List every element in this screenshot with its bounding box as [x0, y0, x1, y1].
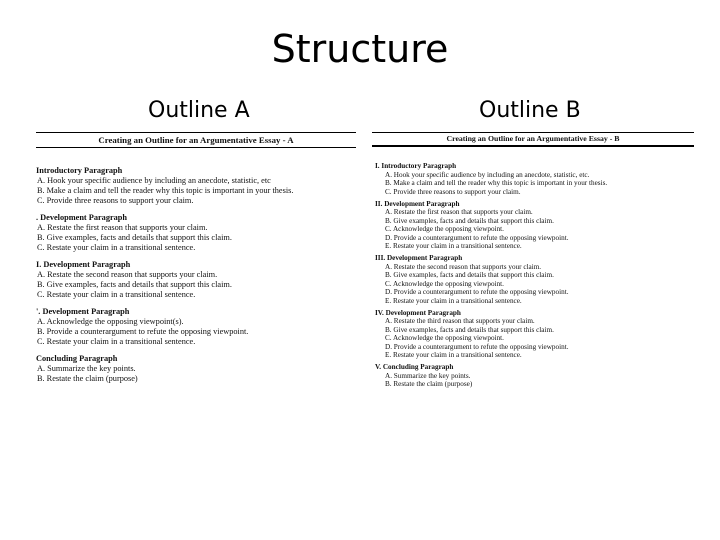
- section-title: '. Development Paragraph: [36, 307, 130, 316]
- outline-a-header: Creating an Outline for an Argumentative Essay - A: [36, 132, 356, 148]
- outline-item: B. Restate the claim (purpose): [385, 380, 473, 389]
- outline-item: A. Acknowledge the opposing viewpoint(s).: [37, 317, 184, 326]
- outline-item: A. Restate the first reason that supports your claim.: [37, 223, 208, 232]
- section-title: I. Introductory Paragraph: [375, 162, 457, 171]
- section-title: II. Development Paragraph: [375, 200, 460, 209]
- outline-item: A. Hook your specific audience by including an anecdote, statistic, etc: [37, 176, 271, 185]
- outline-b-heading: Outline B: [479, 98, 581, 123]
- outline-section: [36, 166, 356, 206]
- outline-item: C. Provide three reasons to support your claim.: [385, 187, 521, 196]
- outline-item: A. Restate the third reason that supports your claim.: [385, 317, 535, 326]
- outline-section: [372, 200, 694, 250]
- outline-item: E. Restate your claim in a transitional sentence.: [385, 296, 522, 305]
- outline-item: C. Provide three reasons to support your claim.: [37, 196, 194, 205]
- outline-item: C. Acknowledge the opposing viewpoint.: [385, 334, 504, 343]
- outline-item: B. Make a claim and tell the reader why this topic is important in your thesis.: [37, 186, 294, 195]
- outline-item: B. Give examples, facts and details that support this claim.: [385, 216, 554, 225]
- outline-item: A. Summarize the key points.: [37, 364, 136, 373]
- outline-item: C. Restate your claim in a transitional sentence.: [37, 337, 196, 346]
- outline-section: [36, 307, 356, 347]
- outline-item: A. Summarize the key points.: [385, 371, 471, 380]
- outline-item: C. Acknowledge the opposing viewpoint.: [385, 225, 504, 234]
- outline-section: [372, 162, 694, 196]
- outline-item: D. Provide a counterargument to refute the opposing viewpoint.: [385, 342, 569, 351]
- outline-item: A. Restate the first reason that supports your claim.: [385, 208, 533, 217]
- outline-section: [372, 254, 694, 304]
- slide-title: Structure: [271, 27, 449, 71]
- outline-b-sections: [372, 162, 694, 388]
- outline-item: B. Give examples, facts and details that support this claim.: [385, 325, 554, 334]
- section-title: Concluding Paragraph: [36, 354, 118, 363]
- outline-section: [372, 363, 694, 388]
- outline-item: A. Restate the second reason that supports your claim.: [385, 262, 542, 271]
- outline-section: [36, 354, 356, 384]
- outline-item: A. Restate the second reason that supports your claim.: [37, 270, 218, 279]
- section-title: . Development Paragraph: [36, 213, 128, 222]
- outline-b-document: [372, 132, 694, 393]
- outline-item: B. Provide a counterargument to refute the opposing viewpoint.: [37, 327, 249, 336]
- outline-item: E. Restate your claim in a transitional sentence.: [385, 350, 522, 359]
- outline-item: D. Provide a counterargument to refute the opposing viewpoint.: [385, 233, 569, 242]
- outline-item: B. Give examples, facts and details that support this claim.: [37, 280, 232, 289]
- outline-item: B. Give examples, facts and details that support this claim.: [385, 271, 554, 280]
- section-title: IV. Development Paragraph: [375, 308, 461, 317]
- outline-item: C. Restate your claim in a transitional sentence.: [37, 290, 196, 299]
- outline-section: [372, 309, 694, 359]
- outline-item: A. Hook your specific audience by including an anecdote, statistic, etc.: [385, 170, 590, 179]
- outline-a-sections: [36, 166, 356, 384]
- section-title: V. Concluding Paragraph: [375, 363, 454, 372]
- outline-section: [36, 260, 356, 300]
- outline-item: B. Make a claim and tell the reader why this topic is important in your thesis.: [385, 179, 608, 188]
- section-title: Introductory Paragraph: [36, 166, 123, 175]
- outline-item: D. Provide a counterargument to refute the opposing viewpoint.: [385, 288, 569, 297]
- outline-item: B. Restate the claim (purpose): [37, 374, 138, 383]
- outline-item: C. Acknowledge the opposing viewpoint.: [385, 279, 504, 288]
- section-title: III. Development Paragraph: [375, 254, 463, 263]
- outline-a-heading: Outline A: [148, 98, 250, 123]
- outline-b-header: Creating an Outline for an Argumentative Essay - B: [372, 132, 694, 147]
- section-title: I. Development Paragraph: [36, 260, 131, 269]
- outline-a-document: [36, 132, 356, 391]
- outline-item: E. Restate your claim in a transitional sentence.: [385, 242, 522, 251]
- outline-section: [36, 213, 356, 253]
- outline-item: C. Restate your claim in a transitional sentence.: [37, 243, 196, 252]
- outline-item: B. Give examples, facts and details that support this claim.: [37, 233, 232, 242]
